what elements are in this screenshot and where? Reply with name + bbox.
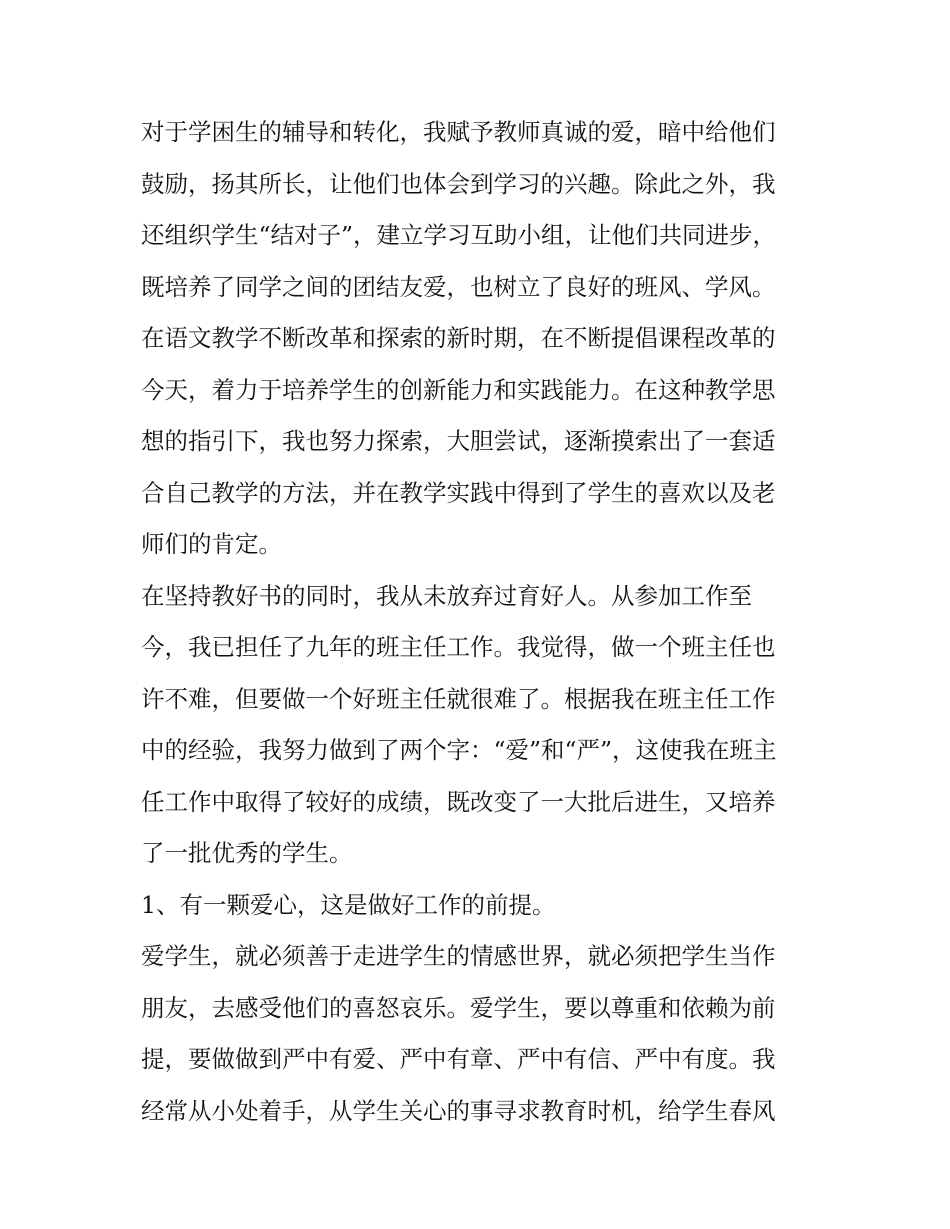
- text-line: 对于学困生的辅导和转化，我赋予教师真诚的爱，暗中给他们: [141, 118, 776, 146]
- text-line: 想的指引下，我也努力探索，大胆尝试，逐渐摸索出了一套适: [141, 427, 776, 455]
- text-line: 朋友，去感受他们的喜怒哀乐。爱学生，要以尊重和依赖为前: [141, 993, 776, 1022]
- text-line: 许不难，但要做一个好班主任就很难了。根据我在班主任工作: [141, 684, 776, 713]
- text-line: 今，我已担任了九年的班主任工作。我觉得，做一个班主任也: [141, 633, 776, 661]
- text-line: 今天，着力于培养学生的创新能力和实践能力。在这种教学思: [141, 375, 776, 404]
- text-line: 任工作中取得了较好的成绩，既改变了一大批后进生，又培养: [141, 787, 776, 816]
- body-text: [141, 107, 821, 1137]
- text-line: 还组织学生“结对子”，建立学习互助小组，让他们共同进步，: [141, 221, 777, 249]
- text-line: 提，要做做到严中有爱、严中有章、严中有信、严中有度。我: [141, 1045, 776, 1073]
- text-line: 鼓励，扬其所长，让他们也体会到学习的兴趣。除此之外，我: [141, 169, 776, 198]
- text-line: 了一批优秀的学生。: [141, 839, 353, 867]
- text-line: 师们的肯定。: [141, 530, 282, 558]
- list-heading: 1、有一颗爱心，这是做好工作的前提。: [141, 890, 556, 919]
- text-line: 在坚持教好书的同时，我从未放弃过育好人。从参加工作至: [141, 581, 752, 610]
- text-line: 经常从小处着手，从学生关心的事寻求教育时机，给学生春风: [141, 1096, 776, 1125]
- text-line: 爱学生，就必须善于走进学生的情感世界，就必须把学生当作: [141, 942, 776, 970]
- text-line: 既培养了同学之间的团结友爱，也树立了良好的班风、学风。: [141, 272, 776, 301]
- text-line: 合自己教学的方法，并在教学实践中得到了学生的喜欢以及老: [141, 478, 776, 507]
- text-line: 在语文教学不断改革和探索的新时期，在不断提倡课程改革的: [141, 324, 776, 352]
- text-line: 中的经验，我努力做到了两个字：“爱”和“严”，这使我在班主: [141, 736, 777, 764]
